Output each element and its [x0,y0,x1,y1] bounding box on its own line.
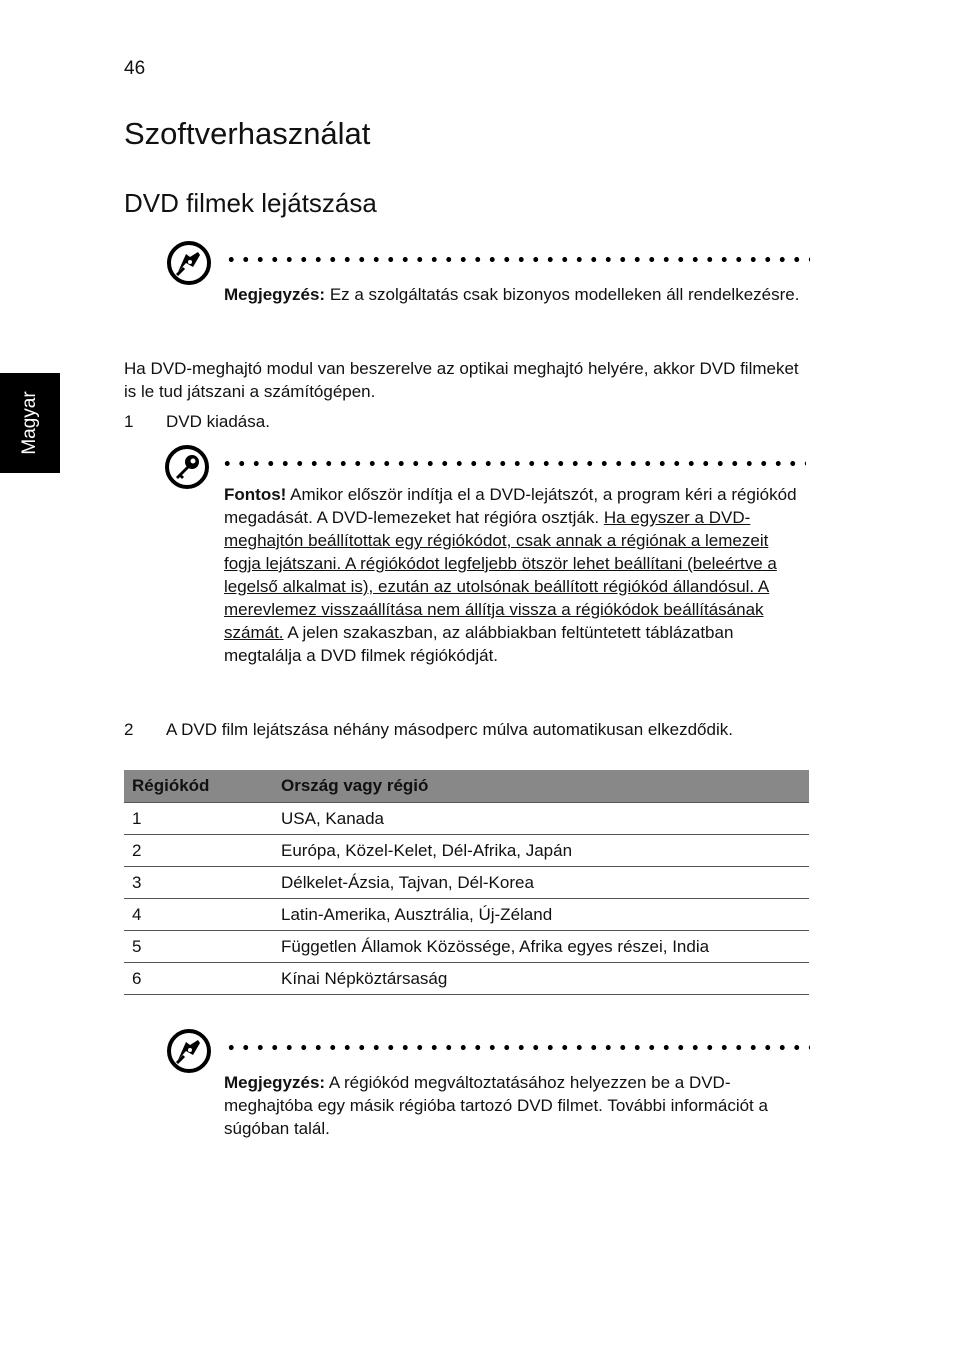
note-body: A régiókód megváltoztatásához helyezzen be a DVD-meghajtóba egy másik régióba tartozó DVD filmet. További információt a súgóban talál. [224,1073,768,1138]
important-label: Fontos! [224,485,287,504]
pen-note-icon [166,240,212,286]
table-row [124,867,809,899]
country-cell: Kínai Népköztársaság [273,963,809,995]
important-text [224,483,799,667]
important-dotted-rule [220,461,806,466]
table-row [124,931,809,963]
table-row [124,835,809,867]
region-code-cell: 2 [124,835,273,867]
table-row [124,803,809,835]
note-dotted-rule [224,1045,810,1050]
table-row [124,899,809,931]
country-cell: Független Államok Közössége, Afrika egyes részei, India [273,931,809,963]
country-cell: USA, Kanada [273,803,809,835]
country-cell: Latin-Amerika, Ausztrália, Új-Zéland [273,899,809,931]
note-body: Ez a szolgáltatás csak bizonyos modelleken áll rendelkezésre. [325,285,800,304]
region-code-cell: 6 [124,963,273,995]
region-code-table [124,770,809,995]
country-cell: Délkelet-Ázsia, Tajvan, Dél-Korea [273,867,809,899]
column-header-region-code: Régiókód [124,770,273,803]
region-code-cell: 3 [124,867,273,899]
key-important-icon [164,444,210,490]
table-header-row [124,770,809,803]
note-label: Megjegyzés: [224,1073,326,1092]
page-number: 46 [124,58,146,79]
language-side-tab [0,373,60,473]
column-header-country: Ország vagy régió [273,770,809,803]
step-number: 1 [124,412,134,431]
note-label: Megjegyzés: [224,285,326,304]
step-text: A DVD film lejátszása néhány másodperc múlva automatikusan elkezdődik. [166,720,733,739]
section-title: DVD filmek lejátszása [124,188,377,218]
page-title: Szoftverhasználat [124,116,371,151]
country-cell: Európa, Közel-Kelet, Dél-Afrika, Japán [273,835,809,867]
region-code-cell: 4 [124,899,273,931]
intro-paragraph: Ha DVD-meghajtó modul van beszerelve az optikai meghajtó helyére, akkor DVD filmeket is le tud játszani a számítógépen. [124,359,799,401]
step-text: DVD kiadása. [166,412,270,431]
note-dotted-rule [224,257,810,262]
important-underlined-text: Ha egyszer a DVD-meghajtón beállítottak egy régiókódot, csak annak a régiónak a lemezeit fogja lejátszani. A régiókódot legfeljebb ötször lehet beállítani (beleértve a legelső alkalmat is), ezután az utolsónak beállított régiókód állandósul. A merevlemez visszaállítása nem állítja vissza a régiókódok beállításának számát. [224,508,777,642]
side-tab-label: Magyar [19,391,40,455]
important-body-start: Amikor először indítja el a DVD-lejátszót, a program kéri a régiókód megadását. A DVD-lemezeket hat régióra osztják. [224,485,797,527]
note-text [224,283,809,306]
pen-note-icon [166,1028,212,1074]
region-code-cell: 5 [124,931,273,963]
step-number: 2 [124,720,134,739]
note-text [224,1071,809,1140]
region-code-cell: 1 [124,803,273,835]
table-row [124,963,809,995]
important-body-end: A jelen szakaszban, az alábbiakban feltüntetett táblázatban megtalálja a DVD filmek régiókódját. [224,623,734,665]
